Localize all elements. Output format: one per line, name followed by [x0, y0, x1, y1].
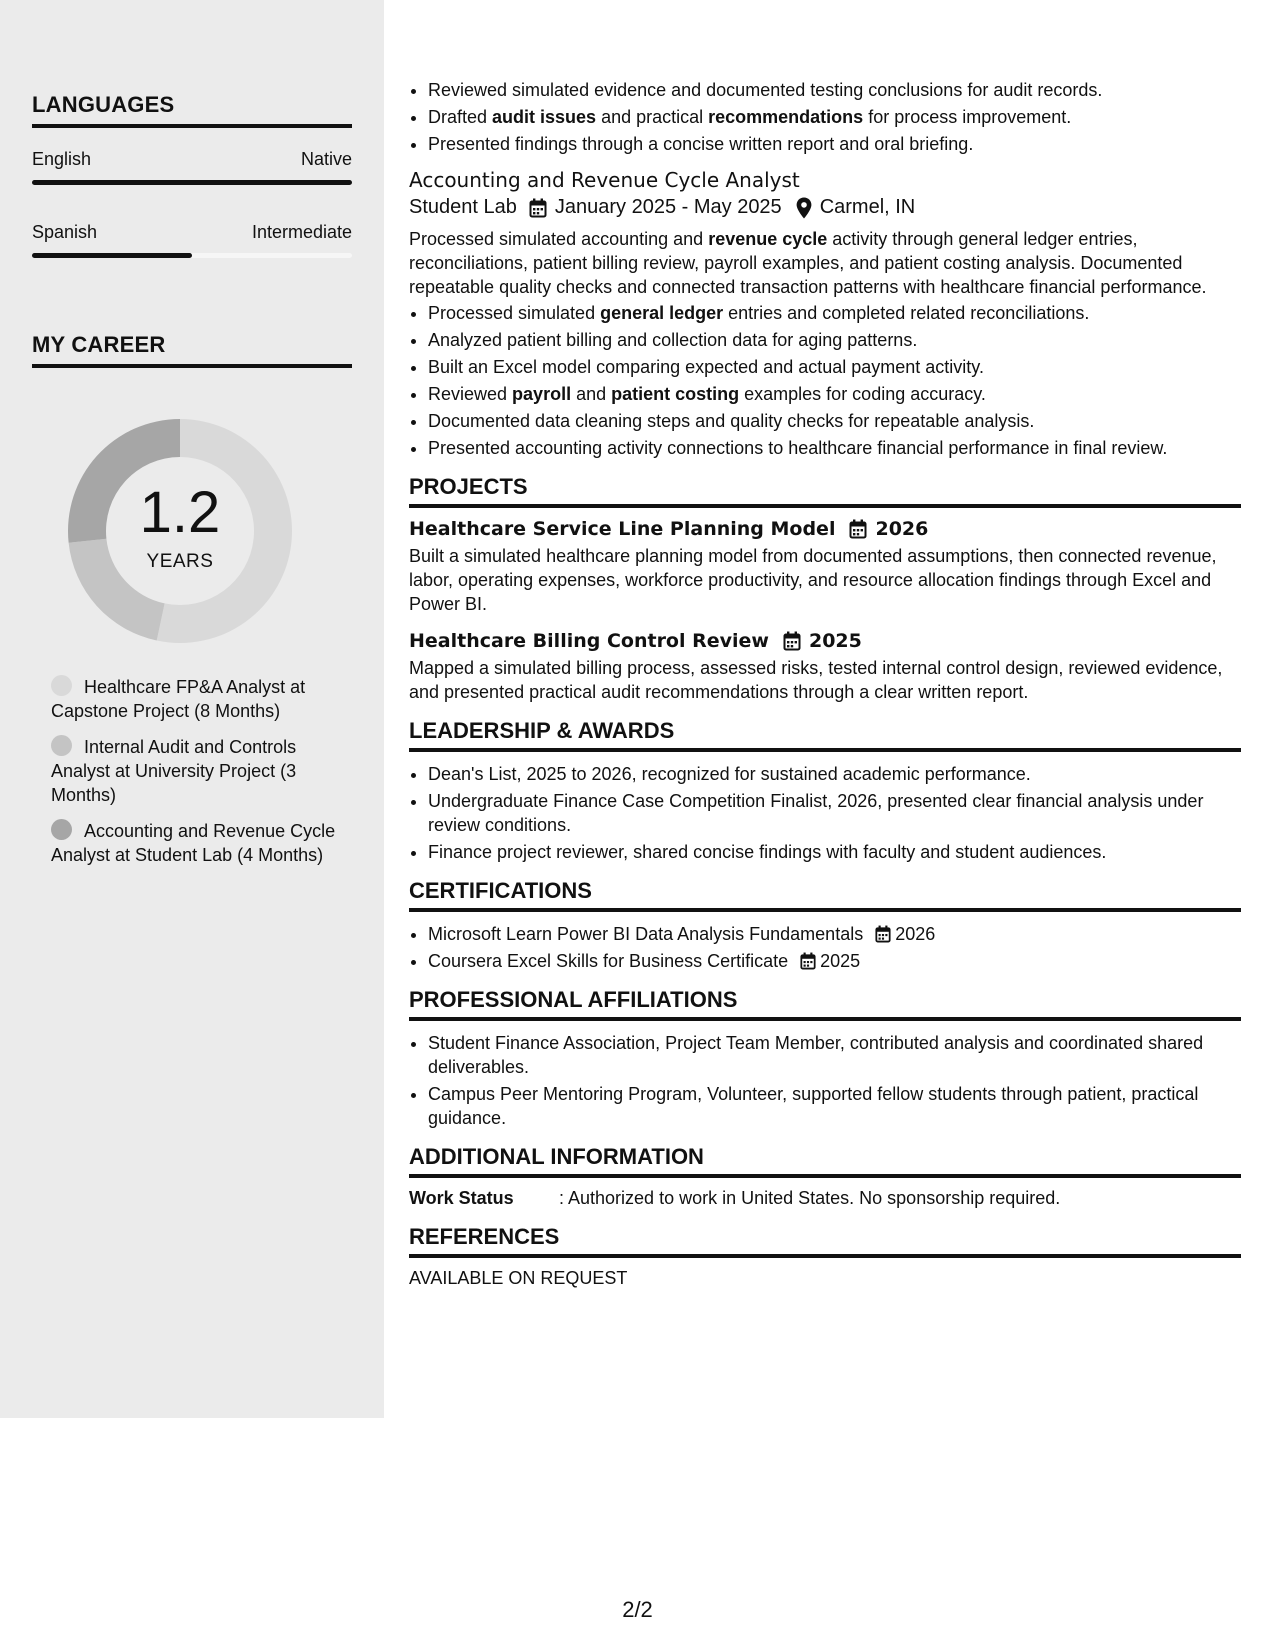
career-legend — [51, 675, 336, 879]
language-proficiency-bar — [32, 180, 352, 185]
certification-name: • Microsoft Learn Power BI Data Analysis Fundamentals — [428, 924, 864, 944]
sidebar — [0, 0, 384, 1418]
career-legend-text: Internal Audit and Controls Analyst at University Project (3 Months) — [51, 737, 297, 805]
project-year: 2026 — [875, 518, 929, 540]
job-meta — [409, 196, 1241, 219]
language-level: Native — [300, 149, 352, 169]
work-status-row — [409, 1186, 1241, 1210]
career-total-unit: YEARS — [146, 551, 214, 572]
project-title: Healthcare Billing Control Review — [409, 630, 769, 652]
project-description: Built a simulated healthcare planning model from documented assumptions, then connected revenue, labor, operating expenses, workforce productivity, and resource allocation findings through Excel and Power BI. — [409, 546, 1217, 614]
additional-info-heading: ADDITIONAL INFORMATION — [409, 1144, 1241, 1178]
job-summary: Processed simulated accounting and revenue cycle activity through general ledger entries, reconciliations, patient billing review, payroll examples, and patient costing analysis. Documented repeatable quality checks and connected transaction patterns with healthcare financial performance. — [409, 229, 1207, 297]
bullet-item: • Reviewed simulated evidence and documented testing conclusions for audit records. — [428, 78, 1241, 102]
references-text: AVAILABLE ON REQUEST — [409, 1268, 628, 1288]
leadership-item: • Finance project reviewer, shared concise findings with faculty and student audiences. — [428, 840, 1241, 864]
career-donut-chart — [62, 413, 298, 649]
legend-dot-icon — [51, 735, 72, 756]
language-proficiency-fill — [32, 180, 352, 185]
career-legend-text: Healthcare FP&A Analyst at Capstone Project (8 Months) — [51, 677, 306, 721]
leadership-heading: LEADERSHIP & AWARDS — [409, 718, 1241, 752]
job-bullets — [409, 301, 1241, 460]
project-item — [409, 630, 1241, 704]
certifications-heading: CERTIFICATIONS — [409, 878, 1241, 912]
project-item — [409, 518, 1241, 616]
career-heading: MY CAREER — [32, 332, 352, 368]
career-legend-item — [51, 819, 336, 867]
main-content — [409, 78, 1241, 1289]
career-section — [32, 332, 352, 368]
certification-year: 2025 — [820, 951, 861, 971]
leadership-item: • Undergraduate Finance Case Competition Finalist, 2026, presented clear financial analysis under review conditions. — [428, 789, 1241, 837]
job-title: Accounting and Revenue Cycle Analyst — [409, 168, 800, 192]
legend-dot-icon — [51, 675, 72, 696]
language-proficiency-fill — [32, 253, 192, 258]
project-title: Healthcare Service Line Planning Model — [409, 518, 836, 540]
language-item — [32, 221, 352, 258]
language-item — [32, 148, 352, 185]
job-location: Carmel, IN — [819, 196, 916, 218]
calendar-icon — [783, 631, 801, 651]
certification-item — [428, 949, 1241, 973]
job-company: Student Lab — [409, 196, 517, 218]
project-year: 2025 — [808, 630, 862, 652]
certification-name: • Coursera Excel Skills for Business Certificate — [428, 951, 789, 971]
work-status-label: Work Status — [409, 1188, 514, 1208]
projects-heading: PROJECTS — [409, 474, 1241, 508]
affiliations-list — [409, 1031, 1241, 1130]
affiliations-heading: PROFESSIONAL AFFILIATIONS — [409, 987, 1241, 1021]
project-description: Mapped a simulated billing process, assessed risks, tested internal control design, reviewed evidence, and presented practical audit recommendations through a clear written report. — [409, 658, 1223, 702]
calendar-icon — [849, 519, 867, 539]
calendar-icon — [529, 198, 547, 218]
bullet-item: • Reviewed payroll and patient costing examples for coding accuracy. — [428, 382, 1241, 406]
language-level: Intermediate — [251, 222, 352, 242]
job-entry — [409, 168, 1241, 460]
bullet-item: • Built an Excel model comparing expected and actual payment activity. — [428, 355, 1241, 379]
page-number: 2/2 — [622, 1597, 653, 1622]
work-status-value: : Authorized to work in United States. No sponsorship required. — [559, 1188, 1061, 1208]
bullet-item: • Analyzed patient billing and collection data for aging patterns. — [428, 328, 1241, 352]
bullet-item: • Presented findings through a concise written report and oral briefing. — [428, 132, 1241, 156]
bullet-item: • Processed simulated general ledger entries and completed related reconciliations. — [428, 301, 1241, 325]
certification-year: 2026 — [895, 924, 936, 944]
calendar-icon — [800, 952, 816, 970]
career-legend-item — [51, 735, 336, 807]
certifications-list — [409, 922, 1241, 973]
bullet-item: • Drafted audit issues and practical recommendations for process improvement. — [428, 105, 1241, 129]
location-pin-icon — [796, 197, 812, 219]
languages-section — [32, 92, 352, 258]
language-name: Spanish — [32, 222, 98, 242]
previous-job-bullets — [409, 78, 1241, 156]
languages-heading: LANGUAGES — [32, 92, 352, 128]
job-dates: January 2025 - May 2025 — [554, 196, 782, 218]
leadership-item: • Dean's List, 2025 to 2026, recognized for sustained academic performance. — [428, 762, 1241, 786]
legend-dot-icon — [51, 819, 72, 840]
career-total-number: 1.2 — [139, 480, 221, 545]
bullet-item: • Documented data cleaning steps and quality checks for repeatable analysis. — [428, 409, 1241, 433]
bullet-item: • Presented accounting activity connections to healthcare financial performance in final review. — [428, 436, 1241, 460]
references-heading: REFERENCES — [409, 1224, 1241, 1258]
certification-item — [428, 922, 1241, 946]
career-legend-item — [51, 675, 336, 723]
language-name: English — [32, 149, 92, 169]
affiliation-item: • Campus Peer Mentoring Program, Volunteer, supported fellow students through patient, practical guidance. — [428, 1082, 1241, 1130]
calendar-icon — [875, 925, 891, 943]
leadership-list — [409, 762, 1241, 864]
affiliation-item: • Student Finance Association, Project Team Member, contributed analysis and coordinated shared deliverables. — [428, 1031, 1241, 1079]
career-legend-text: Accounting and Revenue Cycle Analyst at Student Lab (4 Months) — [51, 821, 336, 865]
language-proficiency-bar — [32, 253, 352, 258]
